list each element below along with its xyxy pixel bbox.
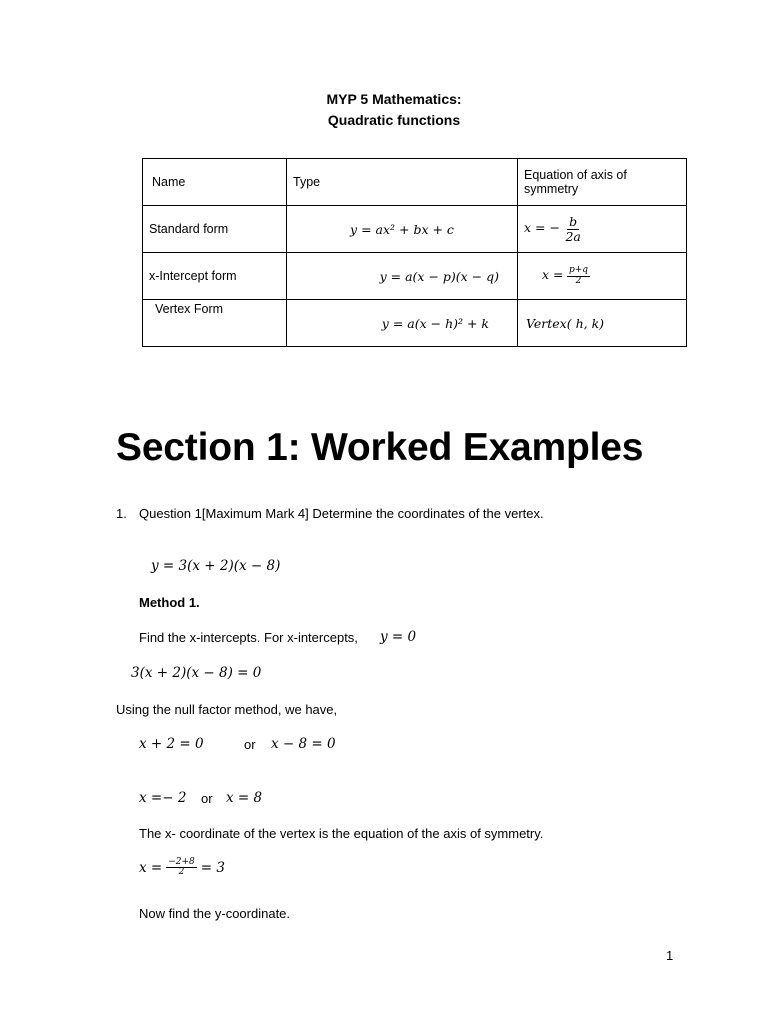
document-title-line1: MYP 5 Mathematics: <box>326 91 462 107</box>
step8-text: Now find the y-coordinate. <box>139 906 291 921</box>
axis-numerator: p+q <box>568 265 589 276</box>
table-header-axis: Equation of axis of symmetry <box>518 159 687 206</box>
table-header-type: Type <box>287 159 518 206</box>
step7-prefix: x = <box>139 859 163 876</box>
axis-fraction <box>567 266 590 286</box>
page-number: 1 <box>666 948 674 963</box>
table-cell-type: y = a(x − p)(x − q) <box>379 268 499 284</box>
step5-or: or <box>201 791 213 806</box>
step7-result: = 3 <box>200 859 225 876</box>
axis-denominator: 2a <box>565 228 581 244</box>
axis-numerator: b <box>569 214 578 230</box>
table-cell-name: x-Intercept form <box>143 253 287 300</box>
axis-denominator: 2 <box>575 275 582 286</box>
table-cell-name: Vertex Form <box>143 300 287 347</box>
step7-numerator: −2+8 <box>168 857 195 867</box>
table-cell-name: Standard form <box>143 206 287 253</box>
axis-fraction <box>563 215 582 242</box>
axis-prefix: x = − <box>524 220 560 236</box>
step4-right-equation: x − 8 = 0 <box>271 736 336 752</box>
table-cell-axis <box>518 253 687 300</box>
table-cell-type: y = ax² + bx + c <box>350 221 454 237</box>
step7-denominator: 2 <box>178 867 185 878</box>
method-label: Method 1. <box>139 595 200 610</box>
step2-equation: 3(x + 2)(x − 8) = 0 <box>131 665 262 681</box>
step1-text: Find the x-intercepts. For x-intercepts, <box>139 630 358 645</box>
step5-left-equation: x =− 2 <box>139 790 187 806</box>
axis-prefix: x = <box>542 267 564 283</box>
table-cell-axis <box>518 206 687 253</box>
table-row <box>143 300 687 347</box>
table-cell-type: y = a(x − h)² + k <box>381 315 489 331</box>
step4-left-equation: x + 2 = 0 <box>139 736 204 752</box>
table-header-row <box>143 159 687 206</box>
step7-fraction <box>166 858 197 878</box>
step5-right-equation: x = 8 <box>226 790 263 806</box>
step7-equation <box>139 858 225 878</box>
step3-text: Using the null factor method, we have, <box>116 702 338 717</box>
question-equation: y = 3(x + 2)(x − 8) <box>151 558 281 574</box>
quadratic-forms-table <box>142 158 687 347</box>
question-text: Question 1[Maximum Mark 4] Determine the coordinates of the vertex. <box>139 506 544 521</box>
table-cell-axis: Vertex( h, k) <box>526 315 605 331</box>
step6-text: The x- coordinate of the vertex is the equation of the axis of symmetry. <box>139 826 544 841</box>
table-row <box>143 206 687 253</box>
question-number: 1. <box>116 506 127 521</box>
table-header-name: Name <box>143 159 287 206</box>
document-title-line2: Quadratic functions <box>327 112 461 128</box>
step4-or: or <box>244 737 256 752</box>
table-row <box>143 253 687 300</box>
step1-equation: y = 0 <box>380 629 417 645</box>
section-heading: Section 1: Worked Examples <box>116 426 644 469</box>
